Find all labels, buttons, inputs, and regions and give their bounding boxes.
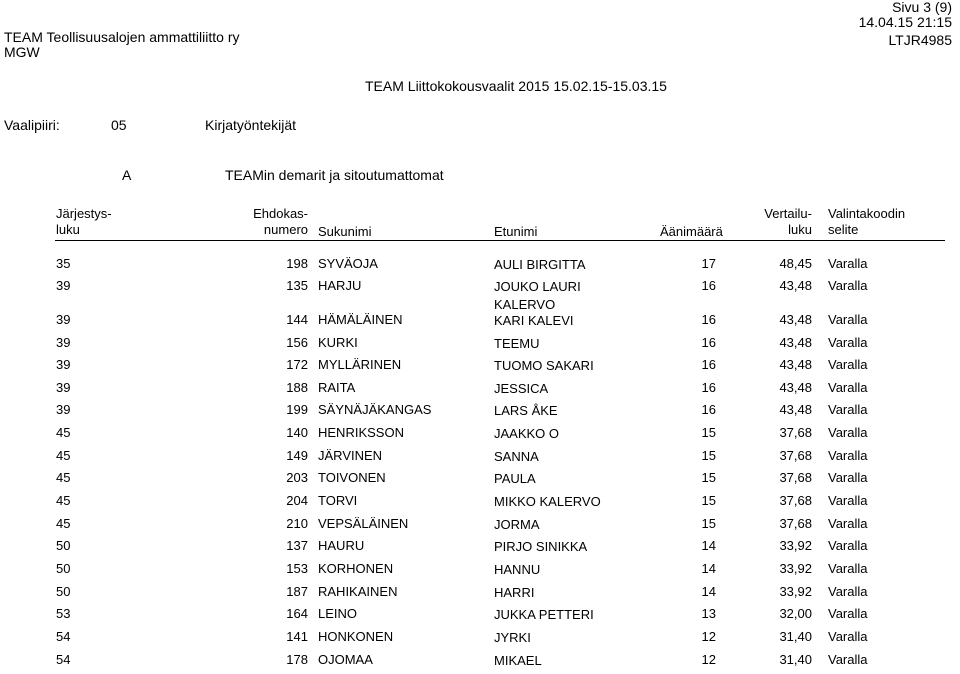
district-label: Vaalipiiri:	[4, 117, 60, 133]
table-cell-firstname: KARI KALEVI	[494, 313, 574, 328]
table-row	[0, 584, 960, 606]
table-cell-comparison: 37,68	[779, 493, 812, 508]
table-cell-surname: SÄYNÄJÄKANGAS	[318, 402, 432, 417]
table-cell-order: 45	[56, 470, 71, 485]
column-header-firstname: Etunimi	[494, 224, 538, 239]
table-cell-number: 144	[286, 312, 308, 327]
table-cell-votes: 16	[701, 278, 716, 293]
column-header-number-line1: Ehdokas-	[253, 206, 308, 221]
table-row	[0, 538, 960, 560]
group-name: TEAMin demarit ja sitoutumattomat	[225, 167, 444, 183]
table-cell-votes: 15	[701, 516, 716, 531]
table-row	[0, 380, 960, 402]
table-cell-selection: Varalla	[828, 357, 868, 372]
column-header-surname: Sukunimi	[318, 224, 372, 239]
table-cell-firstname: TEEMU	[494, 336, 540, 351]
table-cell-surname: JÄRVINEN	[318, 448, 383, 463]
table-cell-selection: Varalla	[828, 516, 868, 531]
table-cell-number: 187	[286, 584, 308, 599]
table-row	[0, 561, 960, 583]
column-header-comparison-line2: luku	[788, 222, 812, 237]
table-cell-number: 149	[286, 448, 308, 463]
table-cell-number: 188	[286, 380, 308, 395]
table-cell-firstname: JAAKKO O	[494, 426, 560, 441]
table-cell-comparison: 43,48	[779, 278, 812, 293]
table-cell-comparison: 32,00	[779, 606, 812, 621]
table-row	[0, 402, 960, 424]
table-cell-number: 199	[286, 402, 308, 417]
table-cell-order: 50	[56, 538, 71, 553]
table-cell-surname: OJOMAA	[318, 652, 373, 667]
table-row	[0, 493, 960, 515]
table-row	[0, 629, 960, 651]
table-cell-number: 178	[286, 652, 308, 667]
table-row	[0, 256, 960, 278]
table-cell-selection: Varalla	[828, 256, 868, 271]
table-cell-votes: 16	[701, 312, 716, 327]
table-cell-firstname: HARRI	[494, 585, 535, 600]
table-cell-votes: 15	[701, 425, 716, 440]
table-cell-votes: 12	[701, 652, 716, 667]
table-cell-surname: LEINO	[318, 606, 358, 621]
table-cell-votes: 15	[701, 493, 716, 508]
table-cell-number: 140	[286, 425, 308, 440]
table-cell-votes: 17	[701, 256, 716, 271]
table-cell-firstname: HANNU	[494, 562, 541, 577]
election-title: TEAM Liittokokousvaalit 2015 15.02.15-15.03.15	[365, 78, 667, 94]
column-header-order-line1: Järjestys-	[56, 206, 112, 221]
table-cell-number: 210	[286, 516, 308, 531]
table-cell-firstname: JYRKI	[494, 630, 531, 645]
table-cell-order: 54	[56, 629, 71, 644]
table-row	[0, 516, 960, 538]
table-cell-selection: Varalla	[828, 584, 868, 599]
table-row	[0, 470, 960, 492]
table-cell-selection: Varalla	[828, 538, 868, 553]
table-cell-firstname: JESSICA	[494, 381, 549, 396]
table-cell-selection: Varalla	[828, 402, 868, 417]
table-cell-comparison: 33,92	[779, 538, 812, 553]
table-cell-firstname: LARS ÅKE	[494, 403, 558, 418]
table-cell-comparison: 31,40	[779, 652, 812, 667]
table-cell-comparison: 43,48	[779, 312, 812, 327]
table-cell-surname: HENRIKSSON	[318, 425, 404, 440]
table-cell-number: 172	[286, 357, 308, 372]
report-code: LTJR4985	[888, 32, 952, 48]
page-number: Sivu 3 (9)	[892, 0, 952, 15]
table-cell-selection: Varalla	[828, 561, 868, 576]
table-row	[0, 278, 960, 312]
table-cell-votes: 15	[701, 448, 716, 463]
table-cell-surname: SYVÄOJA	[318, 256, 378, 271]
table-cell-order: 45	[56, 493, 71, 508]
column-header-selection	[828, 206, 905, 238]
table-cell-firstname: PIRJO SINIKKA	[494, 539, 588, 554]
table-cell-firstname: TUOMO SAKARI	[494, 358, 594, 373]
table-cell-surname: HONKONEN	[318, 629, 394, 644]
column-header-order-line2: luku	[56, 222, 80, 237]
table-cell-selection: Varalla	[828, 425, 868, 440]
table-cell-selection: Varalla	[828, 629, 868, 644]
table-cell-order: 39	[56, 402, 71, 417]
table-cell-surname: KURKI	[318, 335, 358, 350]
table-cell-number: 135	[286, 278, 308, 293]
table-row	[0, 312, 960, 334]
table-cell-votes: 16	[701, 335, 716, 350]
table-cell-selection: Varalla	[828, 278, 868, 293]
table-cell-comparison: 37,68	[779, 470, 812, 485]
table-cell-surname: HAURU	[318, 538, 365, 553]
table-cell-selection: Varalla	[828, 335, 868, 350]
table-row	[0, 425, 960, 447]
table-row	[0, 652, 960, 674]
column-header-votes: Äänimäärä	[660, 224, 723, 239]
table-cell-selection: Varalla	[828, 380, 868, 395]
table-row	[0, 335, 960, 357]
table-cell-selection: Varalla	[828, 493, 868, 508]
table-cell-comparison: 43,48	[779, 380, 812, 395]
organization-subname: MGW	[4, 44, 40, 60]
table-cell-surname: HARJU	[318, 278, 362, 293]
table-cell-order: 50	[56, 561, 71, 576]
table-cell-votes: 14	[701, 538, 716, 553]
table-cell-comparison: 43,48	[779, 335, 812, 350]
table-cell-order: 39	[56, 312, 71, 327]
table-cell-selection: Varalla	[828, 652, 868, 667]
column-header-number	[250, 206, 308, 238]
table-cell-votes: 16	[701, 380, 716, 395]
table-cell-firstname: SANNA	[494, 449, 539, 464]
table-cell-order: 54	[56, 652, 71, 667]
table-cell-votes: 12	[701, 629, 716, 644]
table-cell-firstname: MIKAEL	[494, 653, 542, 668]
column-header-number-line2: numero	[263, 222, 308, 237]
table-cell-firstname: JOUKO LAURI KALERVO	[494, 279, 581, 312]
report-datetime: 14.04.15 21:15	[858, 14, 952, 30]
table-cell-firstname: JUKKA PETTERI	[494, 607, 594, 622]
district-name: Kirjatyöntekijät	[205, 117, 297, 133]
table-cell-order: 45	[56, 425, 71, 440]
table-cell-number: 198	[286, 256, 308, 271]
table-cell-votes: 14	[701, 584, 716, 599]
table-cell-votes: 13	[701, 606, 716, 621]
table-cell-votes: 14	[701, 561, 716, 576]
table-cell-firstname: AULI BIRGITTA	[494, 257, 586, 272]
district-number: 05	[111, 117, 127, 133]
table-cell-comparison: 37,68	[779, 425, 812, 440]
table-cell-comparison: 33,92	[779, 584, 812, 599]
table-cell-surname: RAHIKAINEN	[318, 584, 398, 599]
table-row	[0, 357, 960, 379]
table-cell-number: 137	[286, 538, 308, 553]
column-header-order	[56, 206, 112, 238]
column-header-selection-line2: selite	[828, 222, 859, 237]
table-cell-comparison: 37,68	[779, 448, 812, 463]
table-cell-comparison: 31,40	[779, 629, 812, 644]
table-cell-order: 39	[56, 357, 71, 372]
table-cell-surname: HÄMÄLÄINEN	[318, 312, 403, 327]
organization-name: TEAM Teollisuusalojen ammattiliitto ry	[4, 29, 240, 45]
table-cell-order: 45	[56, 448, 71, 463]
table-row	[0, 448, 960, 470]
table-cell-selection: Varalla	[828, 606, 868, 621]
column-header-comparison	[745, 206, 812, 238]
table-cell-surname: TORVI	[318, 493, 358, 508]
column-header-comparison-line1: Vertailu-	[764, 206, 812, 221]
table-cell-votes: 16	[701, 357, 716, 372]
table-cell-comparison: 37,68	[779, 516, 812, 531]
table-cell-surname: KORHONEN	[318, 561, 394, 576]
column-header-selection-line1: Valintakoodin	[828, 206, 906, 221]
table-cell-number: 153	[286, 561, 308, 576]
table-cell-order: 39	[56, 380, 71, 395]
table-cell-surname: TOIVONEN	[318, 470, 386, 485]
header-divider	[55, 240, 945, 241]
table-cell-selection: Varalla	[828, 312, 868, 327]
table-cell-number: 156	[286, 335, 308, 350]
table-cell-surname: VEPSÄLÄINEN	[318, 516, 409, 531]
table-cell-selection: Varalla	[828, 448, 868, 463]
table-cell-firstname: JORMA	[494, 517, 540, 532]
table-cell-order: 35	[56, 256, 71, 271]
table-cell-order: 39	[56, 335, 71, 350]
table-cell-selection: Varalla	[828, 470, 868, 485]
table-cell-surname: MYLLÄRINEN	[318, 357, 402, 372]
table-cell-comparison: 48,45	[779, 256, 812, 271]
table-row	[0, 606, 960, 628]
table-cell-comparison: 43,48	[779, 402, 812, 417]
table-cell-order: 53	[56, 606, 71, 621]
table-cell-order: 50	[56, 584, 71, 599]
table-cell-number: 141	[286, 629, 308, 644]
table-cell-order: 45	[56, 516, 71, 531]
table-cell-comparison: 33,92	[779, 561, 812, 576]
table-cell-firstname: PAULA	[494, 471, 536, 486]
table-cell-firstname: MIKKO KALERVO	[494, 494, 601, 509]
group-letter: A	[122, 167, 132, 183]
table-cell-number: 204	[286, 493, 308, 508]
table-cell-number: 203	[286, 470, 308, 485]
table-cell-votes: 16	[701, 402, 716, 417]
table-cell-votes: 15	[701, 470, 716, 485]
table-cell-surname: RAITA	[318, 380, 356, 395]
table-cell-number: 164	[286, 606, 308, 621]
table-cell-order: 39	[56, 278, 71, 293]
table-cell-comparison: 43,48	[779, 357, 812, 372]
